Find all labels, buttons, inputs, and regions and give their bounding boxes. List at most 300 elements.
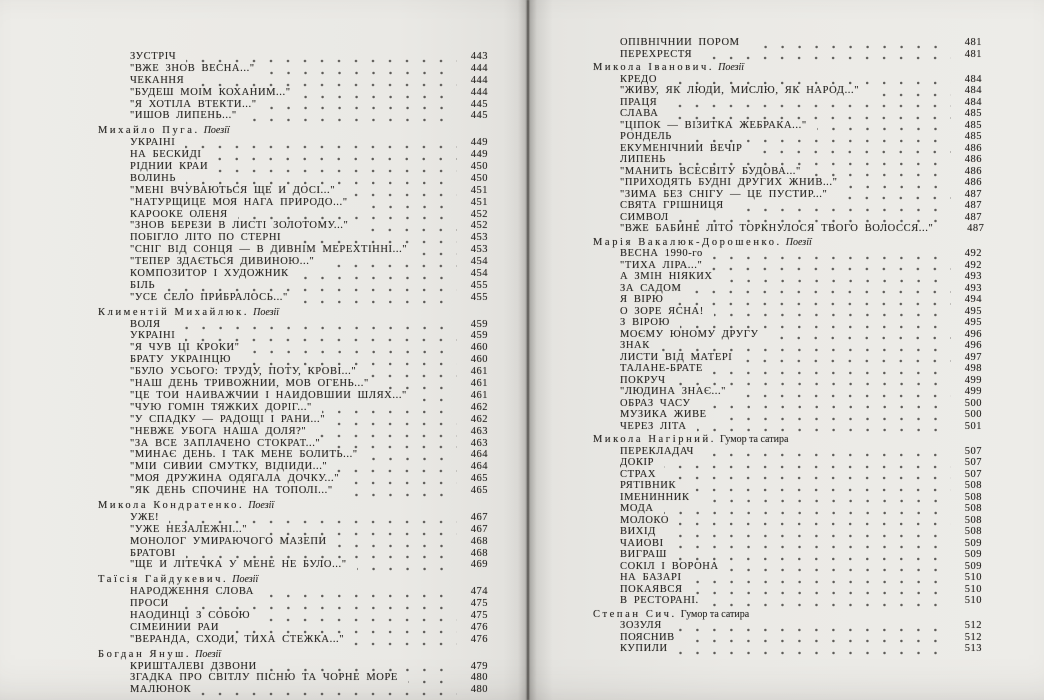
entry-title: "НЕВЖЕ УБОГА НАША ДОЛЯ?" <box>130 426 307 437</box>
dot-leader <box>672 628 951 632</box>
toc-entry <box>593 527 982 539</box>
entry-title: "ТЕПЕР ЗДАЄТЬСЯ ДИВИНОЮ..." <box>130 257 315 268</box>
dot-leader <box>837 196 951 200</box>
entry-title: "ПРИХОДЯТЬ БУДНІ ДРУГИХ ЖНИВ..." <box>620 178 838 188</box>
toc-author-heading <box>98 308 488 320</box>
toc-entry <box>98 111 488 123</box>
genre-label: Поезії <box>718 62 745 73</box>
dot-leader <box>186 59 457 63</box>
page-number: 460 <box>470 342 488 354</box>
dot-leader <box>357 567 457 571</box>
toc-entry <box>98 52 488 64</box>
toc-entry <box>98 673 488 685</box>
toc-entry <box>98 427 488 439</box>
entry-title: ПОЯСНИВ <box>620 632 675 643</box>
toc-entry <box>98 525 488 537</box>
dot-leader <box>238 216 457 220</box>
page-number: 499 <box>964 374 982 386</box>
page-number: 487 <box>964 200 982 211</box>
dot-leader <box>811 173 951 177</box>
page-number: 509 <box>964 549 982 560</box>
dot-leader <box>265 71 457 75</box>
toc-entry <box>593 249 982 261</box>
page-number: 509 <box>964 560 982 572</box>
toc-entry <box>593 284 982 296</box>
toc-author-heading <box>593 435 982 447</box>
entry-title: "НАТУРЩИЦЕ МОЯ НАГА ПРИРОДО..." <box>130 197 348 208</box>
page-number: 476 <box>470 633 488 645</box>
toc-entry <box>593 458 982 470</box>
toc-entry <box>593 621 982 633</box>
toc-entry <box>593 422 982 434</box>
genre-label: Поезії <box>232 574 259 586</box>
entry-title: ВЕСНА 1990-го <box>620 249 703 259</box>
toc-entry <box>593 98 982 110</box>
dot-leader <box>267 106 457 110</box>
toc-entry <box>98 150 488 162</box>
page-number: 498 <box>964 363 982 374</box>
page-number: 493 <box>964 282 982 294</box>
entry-title: НА БАЗАРІ <box>620 573 682 583</box>
toc-entry <box>98 439 488 451</box>
toc-entry <box>593 132 982 144</box>
toc-entry <box>98 269 488 281</box>
dot-leader <box>257 532 457 536</box>
dot-leader <box>417 252 457 256</box>
toc-entry <box>98 76 488 88</box>
page-number: 508 <box>964 526 982 537</box>
entry-title: "ЖИВУ, ЯК ЛЮДИ, МИСЛЮ, ЯК НАРОД..." <box>620 86 860 96</box>
dot-leader <box>354 642 457 646</box>
entry-title: ВОЛЯ <box>130 319 161 330</box>
toc-entry <box>98 623 488 635</box>
entry-title: КОМПОЗИТОР І ХУДОЖНИК <box>130 269 289 280</box>
toc-entry <box>98 320 488 332</box>
entry-title: ОПІВНІЧНИЙ ПОРОМ <box>620 38 740 48</box>
toc-author-heading <box>593 610 982 622</box>
genre-label: Поезії <box>253 306 280 318</box>
author-name: Степан Сич. <box>593 608 677 620</box>
page-number: 486 <box>964 177 982 188</box>
entry-title: "СНІГ ВІД СОНЦЯ — В ДИВНІМ МЕРЕХТІННІ..." <box>130 245 408 256</box>
page-number: 507 <box>964 445 982 457</box>
toc-entry <box>98 233 488 245</box>
toc-entry <box>593 481 982 493</box>
toc-entry <box>98 198 488 210</box>
dot-leader <box>330 445 457 449</box>
toc-entry <box>98 474 488 486</box>
entry-title: КРЕДО <box>620 74 658 85</box>
dot-leader <box>680 325 951 329</box>
toc-entry <box>593 410 982 422</box>
page-number: 454 <box>470 268 488 280</box>
page-number: 445 <box>470 98 488 110</box>
toc-entry <box>98 560 488 572</box>
page-number: 463 <box>470 425 488 437</box>
entry-title: ПОБІГЛО ЛІТО ПО СТЕРНІ <box>130 233 282 244</box>
toc-entry <box>98 587 488 599</box>
entry-title: З ВІРОЮ <box>620 318 670 328</box>
page-number: 455 <box>470 291 488 303</box>
dot-leader <box>667 104 951 108</box>
entry-title: РІДНИЙ КРАЙ <box>130 162 209 173</box>
page-number: 461 <box>470 378 488 390</box>
entry-title: "ЯК ДЕНЬ СПОЧИНЕ НА ТОПОЛІ..." <box>130 486 333 497</box>
page-number: 487 <box>967 223 985 234</box>
toc-entry <box>98 281 488 293</box>
page-number: 467 <box>470 523 488 535</box>
entry-title: ЗУСТРІЧ <box>130 52 177 62</box>
dot-leader <box>241 362 457 366</box>
entry-title: "ЗИМА БЕЗ СНІГУ — ЦЕ ПУСТИР..." <box>620 189 828 200</box>
page-number: 485 <box>964 131 982 142</box>
page-number: 444 <box>470 62 488 74</box>
entry-title: ЧЕКАННЯ <box>130 75 185 86</box>
page-number: 481 <box>964 48 982 60</box>
page-number: 475 <box>470 598 488 610</box>
toc-entry <box>593 341 982 353</box>
page-number: 509 <box>964 537 982 549</box>
entry-title: УКРАЇНІ <box>130 138 176 149</box>
page-number: 500 <box>964 397 982 409</box>
entry-title: МОНОЛОГ УМИРАЮЧОГО МАЗЕПИ <box>130 536 327 547</box>
toc-entry <box>98 635 488 647</box>
dot-leader <box>817 127 951 131</box>
toc-entry <box>98 450 488 462</box>
left-page-toc <box>98 52 488 697</box>
toc-entry <box>98 221 488 233</box>
dot-leader <box>169 520 457 524</box>
page-number: 468 <box>470 535 488 547</box>
entry-title: "БУДЕШ МОЇМ КОХАНИМ..." <box>130 87 291 98</box>
toc-entry <box>593 295 982 307</box>
page-number: 444 <box>470 86 488 98</box>
toc-entry <box>593 562 982 574</box>
dot-leader <box>713 371 951 375</box>
toc-entry <box>98 88 488 100</box>
toc-author-heading <box>98 126 488 138</box>
dot-leader <box>171 326 457 330</box>
page-number: 484 <box>964 85 982 96</box>
toc-entry <box>98 174 488 186</box>
author-name: Климентій Михайлюк. <box>98 306 250 318</box>
page-number: 487 <box>964 188 982 200</box>
entry-title: "ВЕРАНДА, СХОДИ, ТИХА СТЕЖКА..." <box>130 634 345 645</box>
right-page <box>593 37 985 656</box>
page-number: 449 <box>470 137 488 149</box>
page-number: 454 <box>470 256 488 268</box>
dot-leader <box>185 338 457 342</box>
toc-entry <box>593 504 982 516</box>
toc-entry <box>593 573 982 585</box>
page-number: 508 <box>964 514 982 526</box>
toc-entry <box>593 201 982 213</box>
toc-entry <box>593 447 982 459</box>
page-number: 510 <box>964 595 982 606</box>
entry-title: МОЛОКО <box>620 515 670 526</box>
entry-title: "УЖЕ НЕЗАЛЕЖНІ..." <box>130 524 248 535</box>
dot-leader <box>358 228 457 232</box>
entry-title: ЧЕРЕЗ ЛІТА <box>620 421 687 432</box>
entry-title: "МІЙ СИВИЙ СМУТКУ, ВІДІЙДИ..." <box>130 462 328 473</box>
entry-title: "ЗНОВ БЕРЕЗИ В ЛИСТІ ЗОЛОТОМУ..." <box>130 221 349 232</box>
dot-leader <box>685 639 951 643</box>
page-number: 461 <box>470 366 488 378</box>
entry-title: СТРАХ <box>620 469 657 480</box>
entry-title: ЕКУМЕНІЧНИЙ ВЕЧІР <box>620 143 743 154</box>
entry-title: СОКІЛ І ВОРОНА <box>620 561 719 572</box>
dot-leader <box>717 417 951 421</box>
toc-entry <box>98 367 488 379</box>
dot-leader <box>723 279 951 283</box>
toc-entry <box>593 376 982 388</box>
dot-leader <box>701 405 952 409</box>
page-number: 451 <box>470 196 488 208</box>
page-number: 493 <box>964 271 982 282</box>
entry-title: "МИНАЄ ДЕНЬ. І ТАК МЕНЕ БОЛИТЬ..." <box>130 450 358 461</box>
page-number: 507 <box>964 457 982 468</box>
dot-leader <box>337 544 457 548</box>
genre-label: Поезії <box>203 125 230 137</box>
entry-title: ТАЛАНЕ-БРАТЕ <box>620 364 703 374</box>
dot-leader <box>848 185 951 189</box>
dot-leader <box>660 348 951 352</box>
dot-leader <box>714 313 951 317</box>
page-number: 465 <box>470 485 488 497</box>
toc-entry <box>98 513 488 525</box>
toc-entry <box>593 190 982 202</box>
dot-leader <box>676 162 951 166</box>
entry-title: СИМВОЛ <box>620 212 669 223</box>
toc-entry <box>98 662 488 674</box>
toc-entry <box>593 144 982 156</box>
entry-title: КУПИЛИ <box>620 644 668 654</box>
page-number: 452 <box>470 220 488 232</box>
page-number: 444 <box>470 74 488 86</box>
toc-entry <box>98 245 488 257</box>
dot-leader <box>368 457 457 461</box>
dot-leader <box>322 410 457 414</box>
toc-entry <box>98 462 488 474</box>
dot-leader <box>337 469 457 473</box>
entry-title: "ЛЮДИНА ЗНАЄ..." <box>620 387 727 397</box>
toc-entry <box>593 167 982 179</box>
entry-title: "БУЛО УСЬОГО: ТРУДУ, ПОТУ, КРОВІ..." <box>130 367 357 378</box>
page-number: 487 <box>964 211 982 223</box>
entry-title: "ЧУЮ ГОМІН ТЯЖКИХ ДОРІГ..." <box>130 402 312 413</box>
entry-title: ПЕРЕХРЕСТЯ <box>620 49 693 60</box>
page-number: 500 <box>964 409 982 420</box>
toc-entry <box>98 486 488 498</box>
dot-leader <box>260 618 457 622</box>
entry-title: ВИГРАШ <box>620 550 667 560</box>
page-number: 484 <box>964 96 982 108</box>
dot-leader <box>186 181 457 185</box>
page-number: 474 <box>470 586 488 598</box>
page-number: 459 <box>470 318 488 330</box>
toc-author-heading <box>98 575 488 587</box>
page-number: 486 <box>964 165 982 177</box>
entry-title: РЯТІВНИК <box>620 481 677 491</box>
page-number: 475 <box>470 609 488 621</box>
page-number: 445 <box>470 110 488 122</box>
dot-leader <box>674 545 951 549</box>
page-number: 480 <box>470 672 488 684</box>
author-name: Марія Вакалюк-Дорошенко. <box>593 236 782 248</box>
entry-title: БІЛЬ <box>130 280 156 291</box>
toc-entry <box>593 50 982 62</box>
author-name: Михайло Пуга. <box>98 125 200 137</box>
entry-title: ЗОЗУЛЯ <box>620 621 662 631</box>
entry-title: "НАШ ДЕНЬ ТРИВОЖНИЙ, МОВ ОГЕНЬ..." <box>130 379 369 390</box>
toc-entry <box>98 391 488 403</box>
dot-leader <box>686 488 951 492</box>
entry-title: "У СПАДКУ — РАДОЩІ І РАНИ..." <box>130 414 326 425</box>
entry-title: А ЗМІН НІЯКИХ <box>620 272 713 282</box>
entry-title: "ТИХА ЛІРА..." <box>620 260 703 271</box>
toc-entry <box>593 272 982 284</box>
page-number: 485 <box>964 119 982 131</box>
entry-title: НАОДИНЦІ З СОБОЮ <box>130 610 251 621</box>
page-number: 462 <box>470 413 488 425</box>
page-number: 481 <box>964 37 982 48</box>
dot-leader <box>316 434 457 438</box>
toc-entry <box>593 213 982 225</box>
page-number: 443 <box>470 51 488 62</box>
dot-leader <box>682 139 951 143</box>
page-number: 508 <box>964 503 982 514</box>
page-number: 462 <box>470 401 488 413</box>
dot-leader <box>264 594 457 598</box>
entry-title: "МЕНІ ВЧУВАЮТЬСЯ ЩЕ Й ДОСІ..." <box>130 185 336 196</box>
toc-entry <box>98 403 488 415</box>
toc-entry <box>98 100 488 112</box>
toc-entry <box>98 379 488 391</box>
genre-label: Гумор та сатира <box>719 434 789 445</box>
dot-leader <box>673 302 951 306</box>
toc-entry <box>98 257 488 269</box>
dot-leader <box>186 555 457 559</box>
dot-leader <box>301 95 457 99</box>
toc-entry <box>98 293 488 305</box>
entry-title: О ЗОРЕ ЯСНА! <box>620 306 704 317</box>
page-number: 453 <box>470 244 488 256</box>
entry-title: ЗГАДКА ПРО СВІТЛУ ПІСНЮ ТА ЧОРНЕ МОРЕ <box>130 673 398 684</box>
dot-leader <box>679 219 951 223</box>
entry-title: ВИХІД <box>620 527 656 537</box>
dot-leader <box>349 481 457 485</box>
toc-entry <box>593 86 982 98</box>
dot-leader <box>408 680 457 684</box>
page-number: 495 <box>964 317 982 328</box>
page-number: 510 <box>964 583 982 595</box>
page-number: 464 <box>470 449 488 461</box>
dot-leader <box>299 276 457 280</box>
entry-title: КАРООКЕ ОЛЕНЯ <box>130 209 228 220</box>
page-number: 512 <box>964 620 982 631</box>
page-number: 479 <box>470 660 488 672</box>
page-number: 461 <box>470 389 488 401</box>
dot-leader <box>247 118 457 122</box>
page-number: 492 <box>964 248 982 259</box>
entry-title: "ЗА ВСЕ ЗАПЛАЧЕНО СТОКРАТ..." <box>130 438 321 449</box>
dot-leader <box>677 557 951 561</box>
dot-leader <box>417 398 457 402</box>
entry-title: КРИШТАЛЕВІ ДЗВОНИ <box>130 661 257 672</box>
entry-title: ЧАЙОВІ <box>620 538 664 549</box>
dot-leader <box>752 150 951 154</box>
toc-author-heading <box>593 63 982 75</box>
dot-leader <box>709 603 951 607</box>
toc-entry <box>98 537 488 549</box>
dot-leader <box>678 651 951 655</box>
toc-entry <box>98 64 488 76</box>
entry-title: МОДА <box>620 504 654 514</box>
toc-author-heading <box>593 238 982 250</box>
entry-title: Я ВІРЮ <box>620 295 664 305</box>
toc-entry <box>98 599 488 611</box>
page-number: 460 <box>470 354 488 366</box>
entry-title: ПРАЦЯ <box>620 97 658 108</box>
entry-title: ІМЕНИННИК <box>620 492 690 503</box>
entry-title: ЛИПЕНЬ <box>620 155 666 165</box>
page-number: 512 <box>964 631 982 643</box>
toc-entry <box>593 307 982 319</box>
dot-leader <box>250 350 457 354</box>
entry-title: "ВЖЕ ЗНОВ ВЕСНА..." <box>130 63 255 74</box>
toc-entry <box>593 644 982 656</box>
page-number: 463 <box>470 437 488 449</box>
entry-title: ВОЛИНЬ <box>130 173 176 184</box>
page-number: 494 <box>964 294 982 305</box>
dot-leader <box>734 208 951 212</box>
dot-leader <box>358 205 457 209</box>
author-name: Богдан Януш. <box>98 648 192 660</box>
dot-leader <box>691 290 951 294</box>
toc-entry <box>593 364 982 376</box>
toc-entry <box>98 685 488 697</box>
toc-author-heading <box>98 501 488 513</box>
dot-leader <box>165 288 457 292</box>
entry-title: "УСЕ СЕЛО ПРИБРАЛОСЬ..." <box>130 292 288 303</box>
entry-title: РОНДЕЛЬ <box>620 132 672 142</box>
entry-title: НА БЕСКИДІ <box>130 150 202 161</box>
page-number: 485 <box>964 108 982 119</box>
entry-title: ЗНАК <box>620 341 650 351</box>
author-name: Микола Іванович. <box>593 62 715 73</box>
dot-leader <box>692 580 951 584</box>
dot-leader <box>185 145 457 149</box>
toc-entry <box>593 38 982 50</box>
dot-leader <box>676 382 951 386</box>
dot-leader <box>679 522 951 526</box>
toc-entry <box>593 121 982 133</box>
entry-title: ОБРАЗ ЧАСУ <box>620 398 691 409</box>
toc-author-heading <box>98 650 488 662</box>
toc-entry <box>98 162 488 174</box>
page-number: 453 <box>470 232 488 244</box>
dot-leader <box>343 493 457 497</box>
toc-entry <box>593 109 982 121</box>
page-number: 507 <box>964 468 982 480</box>
dot-leader <box>666 476 951 480</box>
toc-entry <box>98 186 488 198</box>
toc-entry <box>98 415 488 427</box>
dot-leader <box>668 116 951 120</box>
entry-title: БРАТУ УКРАЇНЦЮ <box>130 355 232 366</box>
entry-title: ДОКІР <box>620 458 655 468</box>
page-number: 496 <box>964 328 982 340</box>
